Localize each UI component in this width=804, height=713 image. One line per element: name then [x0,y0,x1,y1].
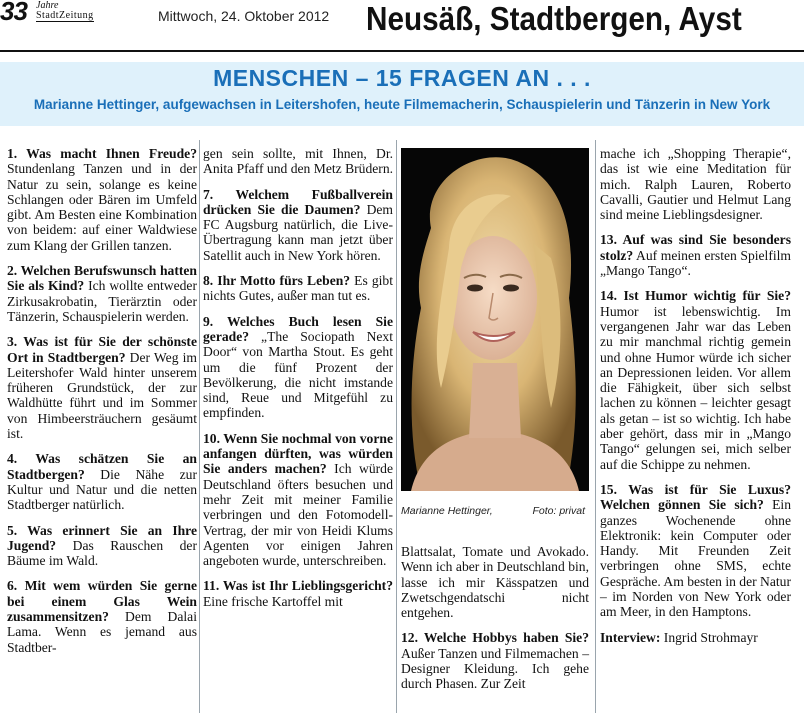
question: 7. Welchem Fußballverein drücken Sie die Daumen? [203,186,393,217]
issue-date: Mittwoch, 24. Oktober 2012 [158,8,330,24]
article-subtitle: Marianne Hettinger, aufgewachsen in Leitershofen, heute Filmemacherin, Schauspielerin und Tänzerin in New York [33,97,771,112]
column-divider [595,140,596,713]
question: 1. Was macht Ihnen Freude? [7,146,197,161]
article-banner [0,62,804,126]
question: 4. Was schätzen Sie an Stadtbergen? [7,451,197,482]
column-3 [401,544,589,702]
question: 13. Auf was sind Sie besonders stolz? [600,232,791,263]
qa-item [203,273,393,304]
question: 6. Mit wem würden Sie gerne bei einem Glas Wein zusammensitzen? [7,578,197,625]
portrait-illustration [401,148,589,491]
question: 14. Ist Humor wichtig für Sie? [600,288,791,304]
logo-number: 33 [0,0,27,26]
answer: Ich würde Deutschland öfters besuchen und mehr Zeit mit meiner Familie verbringen und den Fotomodell-Vertrag, der mir von Heidi Klums Agenten vor einigen Jahren angeboten wurde, unterschreiben. [203,461,393,569]
answer: Das Rauschen der Bäume im Wald. [7,537,197,569]
qa-item [203,578,393,609]
question: 2. Welchen Berufswunsch hatten Sie als Kind? [7,263,197,294]
question: 5. Was erinnert Sie an Ihre Jugend? [7,522,197,553]
answer-continued: Blattsalat, Tomate und Avokado. Wenn ich aber in Deutschland bin, lasse ich mir Kässpatzen und Zwetschgendatschi nicht entgehen. [401,544,589,621]
masthead-rule [0,50,804,52]
column-4 [600,146,791,655]
question: 15. Was ist für Sie Luxus? Welchen gönnen Sie sich? [600,481,791,513]
answer: Dem Dalai Lama. Wenn es jemand aus Stadtber- [7,609,197,655]
question: 12. Welche Hobbys haben Sie? [401,630,589,646]
qa-item [203,187,393,263]
logo-word-jahre: Jahre [36,0,59,11]
logo-word-stadtzeitung: StadtZeitung [36,10,94,21]
answer: Stundenlang Tanzen und in der Natur zu sein, solange es keine Schlangen oder Bären im Umfeld gibt. Am Besten eine Kombination von beidem: auf einer Waldwiese zum Klang der Grillen tanzen. [7,161,197,253]
answer: Auf meinen ersten Spielfilm „Mango Tango“. [600,247,791,279]
qa-item [401,630,589,691]
interview-label: Interview: [600,629,661,645]
column-divider [199,140,200,713]
article-title: MENSCHEN – 15 FRAGEN AN . . . [213,65,591,91]
qa-item [600,232,791,278]
region-title: Neusäß, Stadtbergen, Ayst [366,0,742,37]
column-1 [7,146,197,665]
portrait-photo [401,148,589,491]
qa-item [600,288,791,472]
interviewer-name: Ingrid Strohmayr [660,629,758,645]
question: 10. Wenn Sie nochmal von vorne anfangen dürften, was würden Sie anders machen? [203,430,393,477]
interview-credit [600,630,791,645]
photo-caption [401,505,589,517]
column-divider [396,140,397,713]
column-2 [203,146,393,619]
caption-name: Marianne Hettinger, [401,505,493,517]
answer: „The Sociopath Next Door“ von Martha Stout. Es geht um die fünf Prozent der Bevölkerung, die nicht imstande sind, Reue und Mitgefühl zu empfinden. [203,328,393,421]
qa-item [7,523,197,569]
qa-item [7,263,197,324]
answer-continued: mache ich „Shopping Therapie“, das ist wie eine Meditation für mich. Ralph Lauren, Roberto Cavalli, Gautier und Helmut Lang sind meine Lieblingsdesigner. [600,146,791,223]
question: 11. Was ist Ihr Lieblingsgericht? [203,578,393,594]
question: 3. Was ist für Sie der schönste Ort in Stadtbergen? [7,334,197,365]
answer: Humor ist lebenswichtig. Im vergangenen Jahr war das Leben zu mir manchmal richtig gemein und ohne Humor würde ich sicher an Depressionen leiden. Vor allem die Fähigkeit, über sich selbst lachen zu können – leichter gesagt als getan – ist so wichtig. Ich habe aber gehört, dass mir in „Mango Tango“ gelungen sei, mich selber auf die Schippe zu nehmen. [600,303,791,472]
qa-item [203,431,393,569]
answer: Ein ganzes Wochenende ohne Elektronik: kein Computer oder Handy. Mit Freunden Zeit verbringen ohne SMS, echte Gespräche. Am besten in der Natur – im Norden von New York oder am Meer, in den Hamptons. [600,497,792,620]
question: 8. Ihr Motto fürs Leben? [203,273,351,289]
answer: Eine frische Kartoffel mit [203,593,343,609]
answer-continued: gen sein sollte, mit Ihnen, Dr. Anita Pfaff und den Metz Brüdern. [203,146,394,177]
answer: Dem FC Augsburg natürlich, die Live-Übertragung kann man jetzt über Satellit auch in New York hören. [203,201,393,263]
qa-item [7,146,197,253]
qa-item [7,578,197,654]
photo-credit: Foto: privat [532,505,585,517]
qa-item [600,482,791,620]
qa-item [7,334,197,441]
answer: Außer Tanzen und Filmemachen – Designer Kleidung. Ich gehe durch Phasen. Zur Zeit [401,645,589,692]
answer: Ich wollte entweder Zirkusakrobatin, Tierärztin oder Tänzerin, Schauspielerin werden. [7,278,197,324]
answer: Es gibt nichts Gutes, außer man tut es. [203,273,393,304]
qa-item [7,451,197,512]
qa-item [203,314,393,421]
answer: Der Weg im Leitershofer Wald hinter unserem früheren Grundstück, der zur Waldhütte führt und im Sommer von Himbeersträuchern gesäumt ist. [7,349,197,442]
masthead [0,0,804,46]
answer: Die Nähe zur Kultur und Natur und die netten Stadtberger natürlich. [7,466,197,513]
question: 9. Welches Buch lesen Sie gerade? [203,313,393,344]
